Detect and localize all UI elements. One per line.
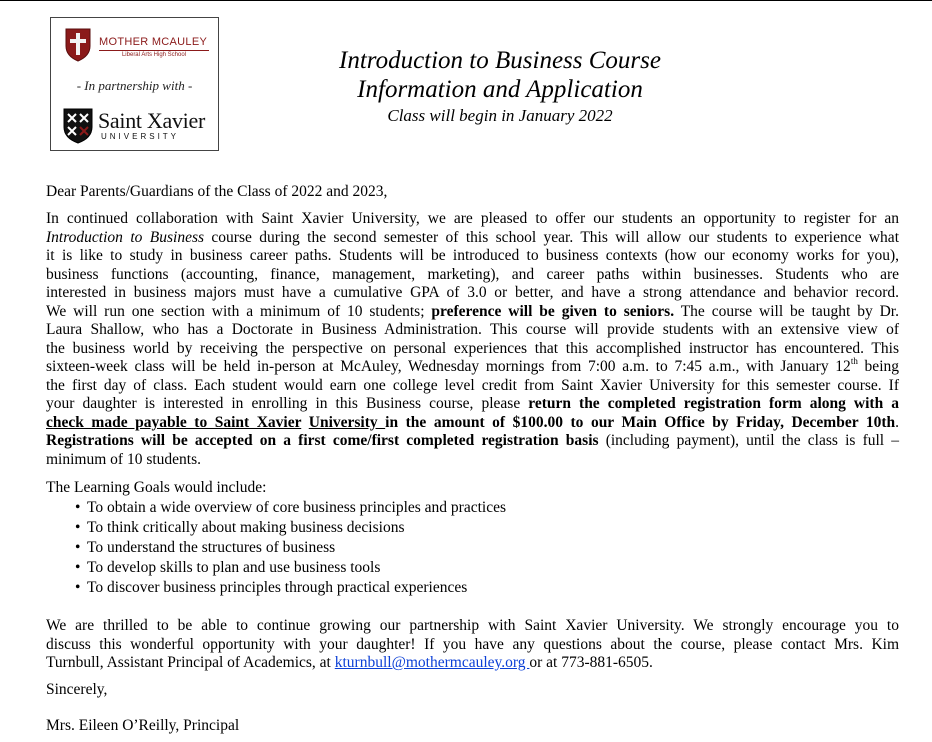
list-item: • To discover business principles through practical experiences [75, 579, 468, 596]
list-item: • To develop skills to plan and use business tools [75, 559, 381, 576]
paragraph-line: check made payable to Saint Xavier University in the amount of $100.00 to our Main Office by Friday, December 10th. [46, 413, 899, 431]
letter-paragraph-main [46, 210, 899, 469]
paragraph-line: the first day of class. Each student would earn one college level credit from Saint Xavier University for this semester course. If [46, 376, 899, 394]
registration-instruction: return the completed registration form along with a [528, 395, 900, 412]
saint-xavier-university: UNIVERSITY [101, 132, 180, 141]
bullet-icon: • [75, 519, 81, 536]
paragraph-line: sixteen-week class will be held in-person at McAuley, Wednesday mornings from 7:00 a.m. to 7:45 a.m., with January 12th being [46, 356, 899, 375]
document-title-line-1: Introduction to Business Course [339, 47, 661, 74]
list-item: • To think critically about making business decisions [75, 519, 405, 536]
mother-mcauley-subtitle: Liberal Arts High School [121, 52, 187, 58]
paragraph-line: Introduction to Business course during the second semester of this school year. This will allow our students to experience what [46, 228, 899, 246]
contact-email-link[interactable]: kturnbull@mothermcauley.org [334, 654, 530, 671]
partnership-logo [50, 17, 219, 151]
paragraph-line: the business world by receiving the perspective on personal experiences that this accomplished instructor has encountered. This [46, 339, 899, 357]
document-subtitle: Class will begin in January 2022 [387, 106, 613, 125]
saint-xavier-shield-icon [63, 108, 93, 144]
letter-closing: Sincerely, [46, 681, 108, 698]
mcauley-shield-icon [65, 28, 91, 62]
first-come-policy: Registrations will be accepted on a first come/first completed registration basis [46, 432, 599, 449]
bullet-icon: • [75, 539, 81, 556]
mother-mcauley-name: MOTHER MCAULEY [99, 36, 208, 48]
bullet-icon: • [75, 559, 81, 576]
payment-deadline: in the amount of $100.00 to our Main Office by Friday, December 10th [385, 413, 896, 431]
paragraph-line: We are thrilled to be able to continue growing our partnership with Saint Xavier University. We strongly encourage you to [46, 617, 899, 634]
paragraph-line: In continued collaboration with Saint Xavier University, we are pleased to offer our students an opportunity to register for an [46, 210, 899, 227]
partnership-text: - In partnership with - [76, 78, 193, 93]
paragraph-line: interested in business majors must have a cumulative GPA of 3.0 or better, and have a strong attendance and behavior record. [46, 284, 899, 301]
letter-signature: Mrs. Eileen O’Reilly, Principal [46, 717, 240, 734]
letter-paragraph-closing [46, 617, 899, 673]
paragraph-line: it is like to study in business career paths. Students will be introduced to business contexts (how our economy works for you), [46, 247, 899, 264]
paragraph-line: discuss this wonderful opportunity with your daughter! If you have any questions about the course, please contact Mrs. Kim [46, 635, 899, 653]
bullet-icon: • [75, 499, 81, 516]
paragraph-line: Registrations will be accepted on a first come/first completed registration basis (including payment), until the class is full – [46, 432, 900, 449]
learning-goals-list [75, 498, 506, 598]
page-top-border [0, 0, 932, 1]
paragraph-line: We will run one section with a minimum of 10 students; preference will be given to seniors. The course will be taught by Dr. [46, 302, 899, 320]
learning-goals-heading: The Learning Goals would include: [46, 479, 267, 496]
seniors-preference: preference will be given to seniors. [431, 302, 675, 320]
list-item: • To understand the structures of business [75, 539, 336, 556]
paragraph-line: Turnbull, Assistant Principal of Academics, at kturnbull@mothermcauley.org or at 773-881-6505. [46, 654, 653, 671]
letter-greeting: Dear Parents/Guardians of the Class of 2022 and 2023, [46, 183, 388, 200]
course-name: Introduction to Business [46, 228, 205, 246]
list-item: • To obtain a wide overview of core business principles and practices [75, 499, 506, 516]
paragraph-line: your daughter is interested in enrolling in this Business course, please return the completed registration form along with a [46, 395, 900, 412]
paragraph-line: business functions (accounting, finance, management, marketing), and career paths within businesses. Students who are [46, 265, 899, 283]
bullet-icon: • [75, 579, 81, 596]
document-title-line-2: Information and Application [357, 76, 643, 103]
paragraph-line: minimum of 10 students. [46, 450, 201, 468]
logo-divider [99, 50, 209, 51]
saint-xavier-name: Saint Xavier [98, 108, 205, 133]
paragraph-line: Laura Shallow, who has a Doctorate in Business Administration. This course will provide students with an extensive view of [46, 321, 899, 338]
